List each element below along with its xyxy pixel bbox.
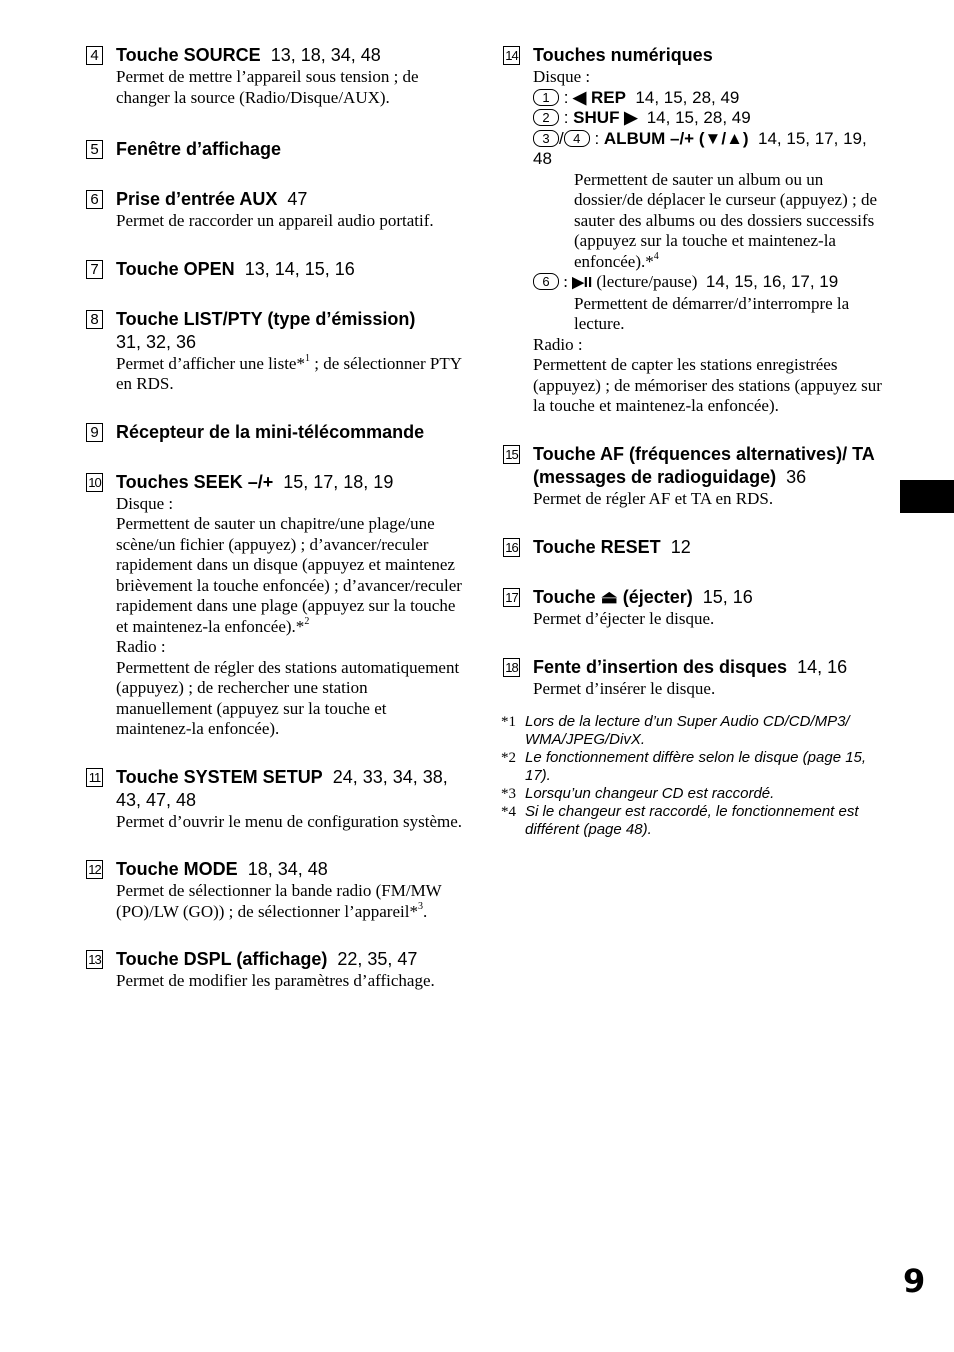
- page-refs: 14, 15, 28, 49: [635, 87, 740, 107]
- play-pause-icon: ▶II: [572, 274, 593, 291]
- item-number: 5: [86, 140, 103, 159]
- item-number: 11: [86, 768, 103, 787]
- page-refs: 13, 18, 34, 48: [270, 45, 381, 65]
- right-column: [503, 44, 888, 839]
- entry-17: [503, 586, 888, 630]
- number-button-6: 6: [533, 273, 559, 290]
- entry-description: [533, 67, 888, 417]
- entry-heading: [533, 443, 888, 489]
- section-tab-marker: [900, 480, 954, 513]
- entry-title: Touche DSPL (affichage): [116, 949, 328, 969]
- entry-title-suffix: (éjecter): [622, 587, 693, 607]
- item-number: 8: [86, 310, 103, 329]
- entry-heading: [533, 536, 888, 559]
- entry-description: Permet de raccorder un appareil audio portatif.: [116, 211, 434, 230]
- footnote-text: Lors de la lecture d’un Super Audio CD/CD/MP3/ WMA/JPEG/DivX.: [525, 713, 850, 748]
- entry-title: Touche SOURCE: [116, 45, 261, 65]
- entry-description: [116, 494, 466, 740]
- footnote: [503, 713, 888, 749]
- radio-text: Permettent de régler des stations automatiquement (appuyez) ; de rechercher une station manuellement (appuyez sur la touche et maintenez-la enfoncée).: [116, 657, 460, 738]
- footnote-mark: *2: [501, 750, 516, 766]
- entry-description: [116, 354, 466, 395]
- up-down-arrows-icon: (▼/▲): [698, 128, 749, 148]
- footnote: [503, 749, 888, 785]
- item-number: 13: [86, 950, 103, 969]
- entry-heading: [116, 471, 466, 494]
- button-1-line: 1 : ◀ REP 14, 15, 28, 49: [533, 88, 888, 109]
- entry-12: [86, 858, 466, 922]
- page-refs: 18, 34, 48: [247, 859, 328, 879]
- entry-16: [503, 536, 888, 559]
- entry-title: Fenêtre d’affichage: [116, 139, 282, 159]
- item-number: 14: [503, 46, 520, 65]
- entry-description: Permet d’insérer le disque.: [533, 678, 716, 698]
- desc-text: Permet de sélectionner la bande radio (FM/MW (PO)/LW (GO)) ; de sélectionner l’appareil*: [116, 881, 442, 921]
- item-number: 10: [86, 473, 103, 492]
- page-refs: 36: [786, 466, 807, 487]
- left-arrow-icon: ◀: [573, 87, 587, 107]
- entry-heading: [116, 421, 466, 444]
- entry-description: Permet d’ouvrir le menu de configuration système.: [116, 811, 463, 831]
- entry-heading: [116, 258, 466, 281]
- footnote-text: Le fonctionnement diffère selon le disque (page 15, 17).: [525, 749, 867, 784]
- entry-title: Prise d’entrée AUX: [116, 189, 278, 209]
- page-refs: 24, 33, 34, 38, 43, 47, 48: [116, 766, 448, 810]
- entry-title: Fente d’insertion des disques: [533, 656, 788, 677]
- footnote-ref: 2: [304, 615, 310, 627]
- entry-heading: [116, 188, 466, 211]
- entry-heading: [116, 138, 466, 161]
- album-label: ALBUM –/+: [603, 128, 695, 148]
- button-2-line: 2 : SHUF ▶ 14, 15, 28, 49: [533, 108, 888, 129]
- album-description: [533, 170, 888, 273]
- entry-heading: [116, 858, 466, 881]
- number-button-2: 2: [533, 109, 559, 126]
- play-description: Permettent de démarrer/d’interrompre la lecture.: [574, 293, 850, 333]
- entry-10: [86, 471, 466, 740]
- disque-label: Disque :: [116, 493, 174, 513]
- radio-label: Radio :: [533, 334, 583, 354]
- entry-heading: [116, 766, 466, 812]
- number-button-4: 4: [564, 130, 590, 147]
- entry-title: Touche SYSTEM SETUP: [116, 766, 323, 787]
- entry-14: [503, 44, 888, 417]
- entry-title: Touches numériques: [533, 45, 713, 65]
- desc-text: .: [422, 901, 428, 921]
- entry-8: [86, 308, 466, 395]
- entry-9: [86, 421, 466, 444]
- page-refs: 14, 15, 17, 19, 48: [533, 128, 867, 168]
- entry-description: Permet de régler AF et TA en RDS.: [533, 488, 774, 508]
- button-3-4-line: 3 / 4 : ALBUM –/+ (▼/▲) 14, 15, 17, 19, 48: [533, 128, 867, 168]
- item-number: 4: [86, 46, 103, 65]
- disque-label: Disque :: [533, 67, 591, 86]
- item-number: 17: [503, 588, 520, 607]
- page-refs: 14, 16: [797, 656, 848, 677]
- entry-5: [86, 138, 466, 161]
- item-number: 7: [86, 260, 103, 279]
- entry-11: [86, 766, 466, 833]
- page-refs: 22, 35, 47: [337, 949, 418, 969]
- entry-15: [503, 443, 888, 510]
- entry-13: [86, 948, 466, 992]
- entry-heading: [116, 44, 466, 67]
- play-pause-label: (lecture/pause): [596, 272, 698, 291]
- number-button-1: 1: [533, 89, 559, 106]
- entry-title: Touche OPEN: [116, 258, 235, 279]
- desc-text: ; de sélectionner PTY en RDS.: [116, 353, 462, 393]
- page-refs: 14, 15, 16, 17, 19: [705, 272, 839, 291]
- page-number: 9: [903, 1262, 926, 1300]
- footnote-ref: 1: [304, 352, 310, 364]
- item-number: 6: [86, 190, 103, 209]
- disque-text: [116, 514, 466, 637]
- button-6-line: 6 : ▶II (lecture/pause) 14, 15, 16, 17, 19: [533, 272, 888, 294]
- footnote: [503, 785, 888, 803]
- entry-18: [503, 656, 888, 700]
- desc-text: Permettent de sauter un album ou un dossier/de déplacer le curseur (appuyez) ; de sauter des albums ou des dossiers successifs (appuyez sur la touche et maintenez-la enfoncée).*: [574, 169, 878, 271]
- item-number: 15: [503, 445, 520, 464]
- radio-text: Permettent de capter les stations enregistrées (appuyez) ; de mémoriser des stations (appuyez sur la touche et maintenez-la enfoncée).: [533, 355, 882, 415]
- entry-title: Touche LIST/PTY (type d’émission): [116, 308, 416, 329]
- entry-heading: [533, 656, 888, 679]
- item-number: 18: [503, 658, 520, 677]
- entry-description: Permet d’éjecter le disque.: [533, 609, 715, 628]
- left-column: [86, 44, 466, 992]
- footnote-ref: 3: [417, 900, 423, 912]
- eject-icon: ⏏: [600, 587, 618, 607]
- desc-text: Permet d’afficher une liste*: [116, 353, 305, 373]
- entry-title: Touche MODE: [116, 859, 238, 879]
- entry-description: Permet de modifier les paramètres d’affichage.: [116, 971, 435, 990]
- entry-heading: [116, 308, 466, 354]
- entry-heading: [533, 586, 888, 609]
- page-refs: 47: [287, 189, 308, 209]
- desc-text: Permettent de sauter un chapitre/une plage/une scène/un fichier (appuyez) ; d’avancer/reculer rapidement dans un disque (appuyez et maintenez brièvement la touche enfoncée) ; d’avancer/reculer rapidement dans une plage (appuyez sur la touche et maintenez-la enfoncée).*: [116, 514, 462, 636]
- entry-title: Touche: [533, 587, 596, 607]
- entry-title: Touche AF (fréquences alternatives)/ TA (messages de radioguidage): [533, 443, 875, 487]
- footnote-mark: *4: [501, 804, 516, 820]
- item-number: 16: [503, 538, 520, 557]
- entry-title: Touches SEEK –/+: [116, 471, 274, 492]
- entry-description: [116, 881, 466, 922]
- item-number: 9: [86, 423, 103, 442]
- footnote-text: Si le changeur est raccordé, le fonctionnement est différent (page 48).: [525, 803, 859, 838]
- rep-label: REP: [590, 87, 626, 107]
- page-refs: 15, 16: [702, 587, 753, 607]
- footnote-mark: *1: [501, 714, 516, 730]
- page-refs: 12: [670, 537, 691, 557]
- right-arrow-icon: ▶: [624, 108, 638, 127]
- page-refs: 15, 17, 18, 19: [283, 471, 394, 492]
- page-refs: 14, 15, 28, 49: [646, 108, 751, 127]
- entry-4: [86, 44, 466, 108]
- shuf-label: SHUF: [573, 108, 620, 127]
- page-refs: 31, 32, 36: [116, 331, 197, 352]
- number-button-3: 3: [533, 130, 559, 147]
- entry-7: [86, 258, 466, 281]
- radio-label: Radio :: [116, 637, 166, 656]
- footnote-ref: 4: [653, 250, 659, 262]
- entry-title: Touche RESET: [533, 537, 661, 557]
- footnote-text: Lorsqu’un changeur CD est raccordé.: [525, 785, 775, 802]
- footnote: [503, 803, 888, 839]
- page-refs: 13, 14, 15, 16: [244, 258, 355, 279]
- entry-heading: [533, 44, 888, 67]
- entry-title: Récepteur de la mini-télécommande: [116, 421, 425, 442]
- entry-description: Permet de mettre l’appareil sous tension ; de changer la source (Radio/Disque/AUX).: [116, 67, 419, 107]
- item-number: 12: [86, 860, 103, 879]
- footnote-mark: *3: [501, 786, 516, 802]
- entry-6: [86, 188, 466, 232]
- footnotes: [503, 713, 888, 839]
- entry-heading: [116, 948, 466, 971]
